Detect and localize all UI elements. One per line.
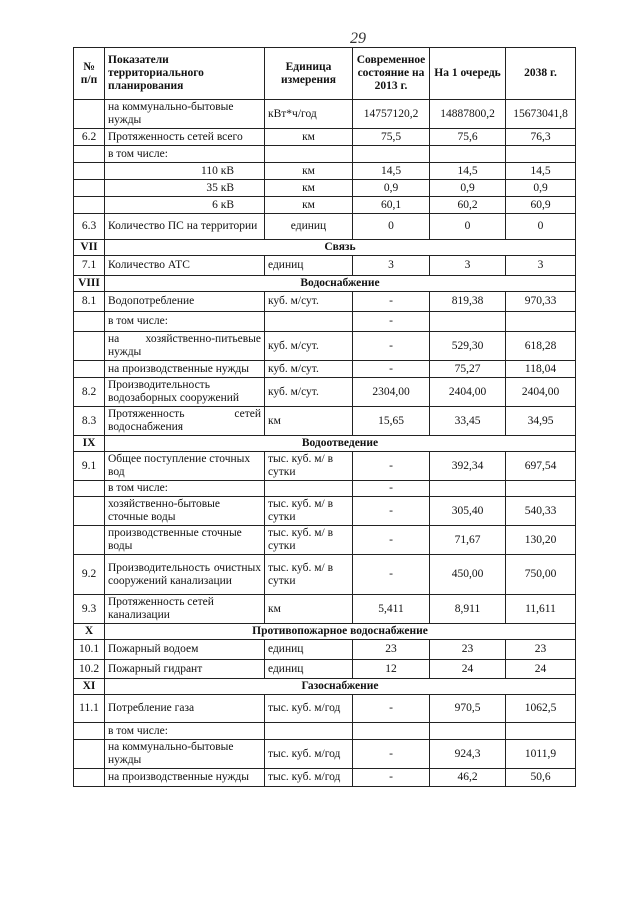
row-indicator: в том числе: <box>105 723 265 740</box>
header-num: № п/п <box>74 48 105 100</box>
table-row <box>74 129 576 146</box>
row-indicator: в том числе: <box>105 146 265 163</box>
section-title: Газоснабжение <box>105 679 576 695</box>
table-row <box>74 100 576 129</box>
row-value-2038: 23 <box>506 640 576 660</box>
row-indicator: Протяженность сетей всего <box>105 129 265 146</box>
row-unit: тыс. куб. м/ в сутки <box>265 555 353 595</box>
table-row <box>74 146 576 163</box>
row-number: 6.2 <box>74 129 105 146</box>
row-indicator: хозяйственно-бытовые сточные воды <box>105 497 265 526</box>
row-indicator: Протяженность сетей канализации <box>105 595 265 624</box>
row-unit: км <box>265 129 353 146</box>
row-unit: тыс. куб. м/ в сутки <box>265 526 353 555</box>
row-unit: км <box>265 595 353 624</box>
row-value-first-stage: 46,2 <box>430 769 506 787</box>
row-indicator: на коммунально-бытовые нужды <box>105 100 265 129</box>
row-number <box>74 497 105 526</box>
row-indicator: Протяженность сетей водоснабжения <box>105 407 265 436</box>
row-value-2038: 697,54 <box>506 452 576 481</box>
row-unit: км <box>265 163 353 180</box>
row-value-current: 2304,00 <box>353 378 430 407</box>
row-indicator: 110 кВ <box>105 163 265 180</box>
row-value-2038: 1062,5 <box>506 695 576 723</box>
row-unit: кВт*ч/год <box>265 100 353 129</box>
row-value-2038: 3 <box>506 256 576 276</box>
row-unit: тыс. куб. м/год <box>265 740 353 769</box>
table-row <box>74 769 576 787</box>
row-number <box>74 481 105 497</box>
row-value-current <box>353 146 430 163</box>
row-value-current: 75,5 <box>353 129 430 146</box>
row-unit: куб. м/сут. <box>265 378 353 407</box>
table-row <box>74 361 576 378</box>
section-row <box>74 240 576 256</box>
row-number <box>74 180 105 197</box>
table-row <box>74 640 576 660</box>
row-indicator: производственные сточные воды <box>105 526 265 555</box>
section-number: VII <box>74 240 105 256</box>
row-value-2038: 76,3 <box>506 129 576 146</box>
row-value-first-stage: 8,911 <box>430 595 506 624</box>
row-number <box>74 740 105 769</box>
row-value-current: 5,411 <box>353 595 430 624</box>
row-indicator: Количество ПС на территории <box>105 214 265 240</box>
table-body <box>74 100 576 787</box>
table-row <box>74 555 576 595</box>
row-indicator: Количество АТС <box>105 256 265 276</box>
row-value-2038: 24 <box>506 660 576 679</box>
row-value-2038: 14,5 <box>506 163 576 180</box>
row-value-current: - <box>353 695 430 723</box>
row-indicator: 6 кВ <box>105 197 265 214</box>
section-title: Водоснабжение <box>105 276 576 292</box>
row-value-2038: 118,04 <box>506 361 576 378</box>
row-value-2038: 60,9 <box>506 197 576 214</box>
row-value-2038: 1011,9 <box>506 740 576 769</box>
row-value-2038: 618,28 <box>506 332 576 361</box>
section-number: IX <box>74 436 105 452</box>
row-value-2038: 130,20 <box>506 526 576 555</box>
row-value-first-stage: 2404,00 <box>430 378 506 407</box>
row-indicator: Производительность очистных сооружений канализации <box>105 555 265 595</box>
row-value-first-stage <box>430 481 506 497</box>
row-value-current: - <box>353 312 430 332</box>
row-number <box>74 332 105 361</box>
row-unit: куб. м/сут. <box>265 292 353 312</box>
page-number: 29 <box>350 30 366 47</box>
header-2038: 2038 г. <box>506 48 576 100</box>
row-value-first-stage: 33,45 <box>430 407 506 436</box>
row-value-current: - <box>353 740 430 769</box>
row-value-2038 <box>506 146 576 163</box>
row-number: 9.3 <box>74 595 105 624</box>
row-number: 10.2 <box>74 660 105 679</box>
row-number <box>74 526 105 555</box>
row-value-2038 <box>506 723 576 740</box>
table-row <box>74 497 576 526</box>
indicators-table <box>73 47 576 787</box>
table-row <box>74 256 576 276</box>
section-number: VIII <box>74 276 105 292</box>
row-number: 6.3 <box>74 214 105 240</box>
row-value-2038: 970,33 <box>506 292 576 312</box>
table-row <box>74 292 576 312</box>
row-value-current: 23 <box>353 640 430 660</box>
row-unit: куб. м/сут. <box>265 332 353 361</box>
row-value-current: 14,5 <box>353 163 430 180</box>
row-number: 9.1 <box>74 452 105 481</box>
row-value-first-stage: 924,3 <box>430 740 506 769</box>
header-indicator: Показатели территориального планирования <box>105 48 265 100</box>
row-value-2038: 540,33 <box>506 497 576 526</box>
row-number <box>74 769 105 787</box>
row-unit <box>265 312 353 332</box>
row-value-first-stage: 529,30 <box>430 332 506 361</box>
row-unit: единиц <box>265 256 353 276</box>
row-value-2038: 15673041,8 <box>506 100 576 129</box>
row-indicator: 35 кВ <box>105 180 265 197</box>
row-unit: тыс. куб. м/год <box>265 769 353 787</box>
row-value-first-stage: 819,38 <box>430 292 506 312</box>
row-value-first-stage <box>430 723 506 740</box>
table-row <box>74 695 576 723</box>
header-unit: Единица измерения <box>265 48 353 100</box>
row-number: 11.1 <box>74 695 105 723</box>
row-indicator: на производственные нужды <box>105 769 265 787</box>
table-row <box>74 332 576 361</box>
section-row <box>74 436 576 452</box>
row-unit: единиц <box>265 214 353 240</box>
table-row <box>74 723 576 740</box>
header-row <box>74 48 576 100</box>
row-value-2038: 50,6 <box>506 769 576 787</box>
row-value-2038: 34,95 <box>506 407 576 436</box>
row-value-current: 60,1 <box>353 197 430 214</box>
row-value-current: - <box>353 452 430 481</box>
table-row <box>74 481 576 497</box>
row-unit <box>265 723 353 740</box>
row-value-first-stage: 14887800,2 <box>430 100 506 129</box>
row-value-current: - <box>353 332 430 361</box>
row-value-current: - <box>353 292 430 312</box>
header-first-stage: На 1 очередь <box>430 48 506 100</box>
row-value-first-stage: 392,34 <box>430 452 506 481</box>
section-number: XI <box>74 679 105 695</box>
row-value-first-stage: 75,6 <box>430 129 506 146</box>
row-indicator: Общее поступление сточных вод <box>105 452 265 481</box>
row-value-current: - <box>353 481 430 497</box>
section-title: Связь <box>105 240 576 256</box>
row-unit: тыс. куб. м/ в сутки <box>265 452 353 481</box>
table-row <box>74 740 576 769</box>
row-number: 7.1 <box>74 256 105 276</box>
row-value-first-stage <box>430 312 506 332</box>
section-title: Противопожарное водоснабжение <box>105 624 576 640</box>
section-row <box>74 624 576 640</box>
row-indicator: в том числе: <box>105 481 265 497</box>
row-indicator: в том числе: <box>105 312 265 332</box>
row-unit: единиц <box>265 660 353 679</box>
row-number: 9.2 <box>74 555 105 595</box>
row-value-first-stage <box>430 146 506 163</box>
row-indicator: Пожарный гидрант <box>105 660 265 679</box>
section-row <box>74 276 576 292</box>
row-value-first-stage: 3 <box>430 256 506 276</box>
row-value-2038: 0,9 <box>506 180 576 197</box>
row-value-current: 12 <box>353 660 430 679</box>
row-number: 8.3 <box>74 407 105 436</box>
row-value-first-stage: 23 <box>430 640 506 660</box>
row-value-current: 0,9 <box>353 180 430 197</box>
row-value-2038: 0 <box>506 214 576 240</box>
table-row <box>74 312 576 332</box>
row-value-current: - <box>353 526 430 555</box>
row-number <box>74 197 105 214</box>
row-unit: тыс. куб. м/год <box>265 695 353 723</box>
row-value-first-stage: 0,9 <box>430 180 506 197</box>
header-current: Современное состояние на 2013 г. <box>353 48 430 100</box>
row-value-first-stage: 24 <box>430 660 506 679</box>
table-row <box>74 163 576 180</box>
row-number <box>74 312 105 332</box>
row-unit: км <box>265 180 353 197</box>
row-number <box>74 146 105 163</box>
table-row <box>74 452 576 481</box>
table-row <box>74 378 576 407</box>
row-unit: км <box>265 407 353 436</box>
row-number <box>74 163 105 180</box>
row-value-current: - <box>353 361 430 378</box>
row-unit: км <box>265 197 353 214</box>
row-unit: единиц <box>265 640 353 660</box>
row-value-2038: 11,611 <box>506 595 576 624</box>
row-value-2038: 2404,00 <box>506 378 576 407</box>
row-indicator: Потребление газа <box>105 695 265 723</box>
row-unit: куб. м/сут. <box>265 361 353 378</box>
row-value-first-stage: 970,5 <box>430 695 506 723</box>
row-indicator: на коммунально-бытовые нужды <box>105 740 265 769</box>
table-row <box>74 180 576 197</box>
table-row <box>74 214 576 240</box>
row-unit: тыс. куб. м/ в сутки <box>265 497 353 526</box>
table-row <box>74 407 576 436</box>
table-row <box>74 595 576 624</box>
row-value-2038 <box>506 481 576 497</box>
row-value-first-stage: 75,27 <box>430 361 506 378</box>
table-row <box>74 526 576 555</box>
table-row <box>74 197 576 214</box>
row-value-current: 14757120,2 <box>353 100 430 129</box>
row-indicator: на производственные нужды <box>105 361 265 378</box>
row-number: 10.1 <box>74 640 105 660</box>
section-number: X <box>74 624 105 640</box>
row-value-2038 <box>506 312 576 332</box>
row-number: 8.2 <box>74 378 105 407</box>
row-unit <box>265 146 353 163</box>
row-number <box>74 100 105 129</box>
row-value-current: 3 <box>353 256 430 276</box>
row-value-first-stage: 71,67 <box>430 526 506 555</box>
row-number: 8.1 <box>74 292 105 312</box>
section-row <box>74 679 576 695</box>
row-indicator: Водопотребление <box>105 292 265 312</box>
row-number <box>74 723 105 740</box>
row-value-current: - <box>353 555 430 595</box>
row-value-current: 15,65 <box>353 407 430 436</box>
row-value-first-stage: 305,40 <box>430 497 506 526</box>
row-value-current: 0 <box>353 214 430 240</box>
row-value-first-stage: 60,2 <box>430 197 506 214</box>
row-value-2038: 750,00 <box>506 555 576 595</box>
row-unit <box>265 481 353 497</box>
row-value-first-stage: 0 <box>430 214 506 240</box>
row-value-current: - <box>353 769 430 787</box>
row-number <box>74 361 105 378</box>
row-indicator: Производительность водозаборных сооружений <box>105 378 265 407</box>
table-row <box>74 660 576 679</box>
row-indicator: Пожарный водоем <box>105 640 265 660</box>
row-value-current <box>353 723 430 740</box>
row-indicator: на хозяйственно-питьевые нужды <box>105 332 265 361</box>
row-value-first-stage: 14,5 <box>430 163 506 180</box>
row-value-current: - <box>353 497 430 526</box>
row-value-first-stage: 450,00 <box>430 555 506 595</box>
section-title: Водоотведение <box>105 436 576 452</box>
